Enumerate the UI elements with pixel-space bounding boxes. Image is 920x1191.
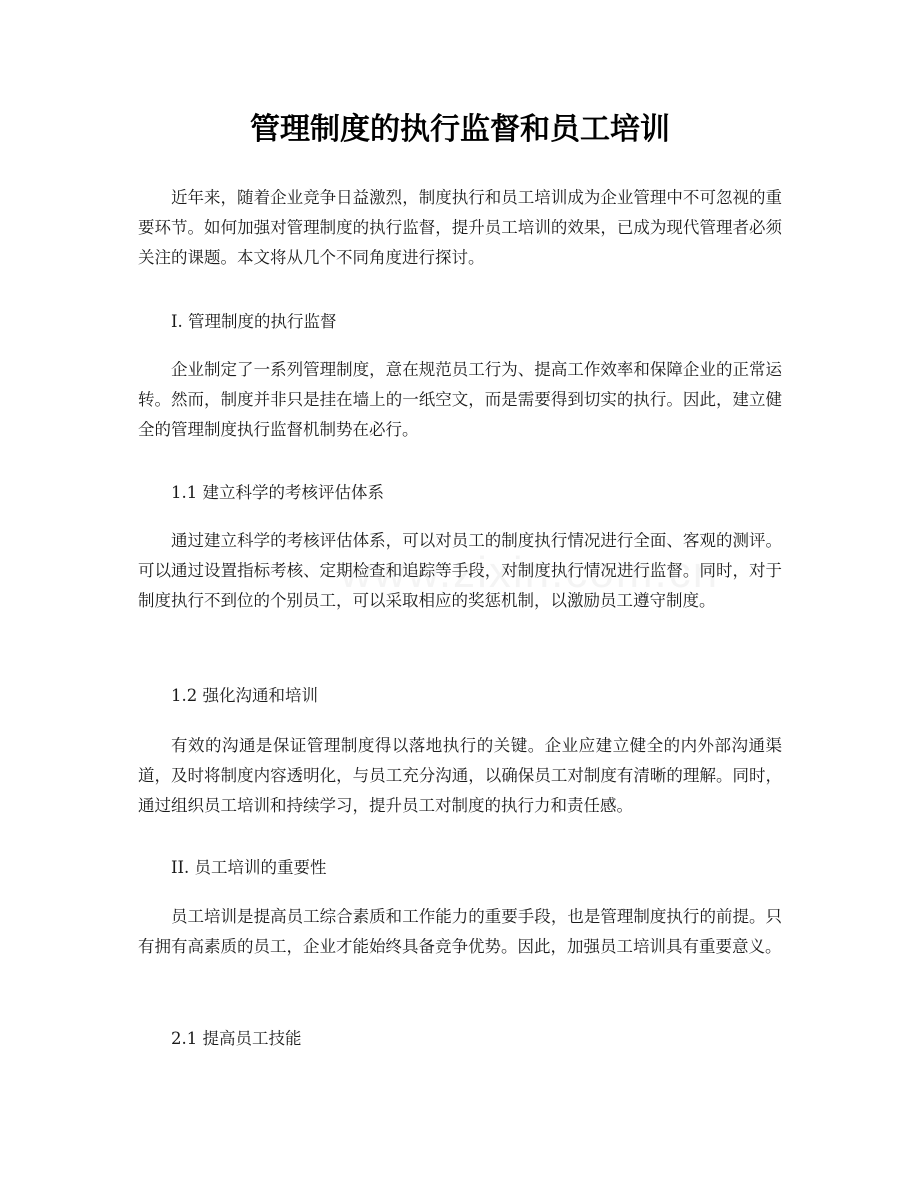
subsection-1-1-paragraph: 通过建立科学的考核评估体系，可以对员工的制度执行情况进行全面、客观的测评。可以通过设置指标考核、定期检查和追踪等手段，对制度执行情况进行监督。同时，对于制度执行不到位的个别员工，可以采取相应的奖惩机制，以激励员工遵守制度。 [138,531,782,610]
section-heading-1: I. 管理制度的执行监督 [171,312,337,331]
subsection-1-2-paragraph: 有效的沟通是保证管理制度得以落地执行的关键。企业应建立健全的内外部沟通渠道，及时将制度内容透明化，与员工充分沟通，以确保员工对制度有清晰的理解。同时，通过组织员工培训和持续学习，提升员工对制度的执行力和责任感。 [138,736,782,815]
subsection-heading-1-2: 1.2 强化沟通和培训 [171,686,318,705]
section-heading-2: II. 员工培训的重要性 [171,858,327,877]
document-title: 管理制度的执行监督和员工培训 [250,112,670,147]
subsection-heading-2-1: 2.1 提高员工技能 [171,1029,302,1048]
section-2-paragraph: 员工培训是提高员工综合素质和工作能力的重要手段，也是管理制度执行的前提。只有拥有高素质的员工，企业才能始终具备竞争优势。因此，加强员工培训具有重要意义。 [138,907,782,956]
subsection-heading-1-1: 1.1 建立科学的考核评估体系 [171,483,384,502]
section-1-paragraph: 企业制定了一系列管理制度，意在规范员工行为、提高工作效率和保障企业的正常运转。然而，制度并非只是挂在墙上的一纸空文，而是需要得到切实的执行。因此，建立健全的管理制度执行监督机制势在必行。 [138,360,782,439]
intro-paragraph: 近年来，随着企业竞争日益激烈，制度执行和员工培训成为企业管理中不可忽视的重要环节。如何加强对管理制度的执行监督，提升员工培训的效果，已成为现代管理者必须关注的课题。本文将从几个不同角度进行探讨。 [138,188,782,267]
